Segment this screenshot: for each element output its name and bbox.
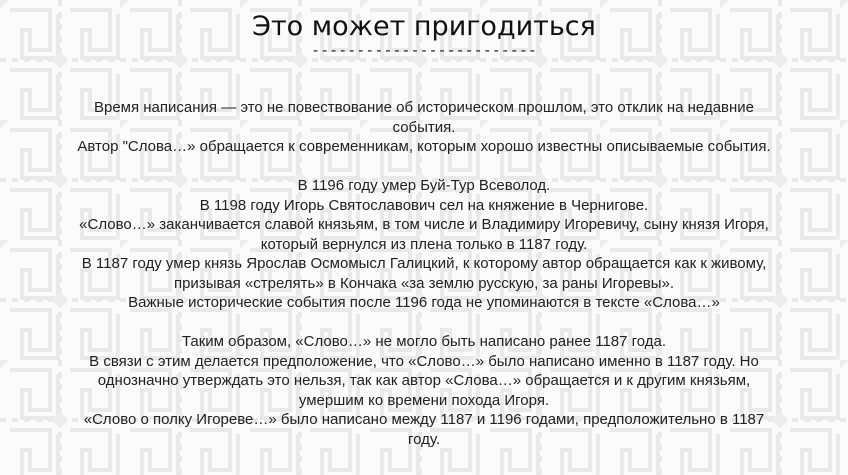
text-line: В 1196 году умер Буй-Тур Всеволод.: [297, 177, 551, 194]
text-line: «Слово о полку Игореве…» было написано между 1187 и 1196 годами, предположительно в 1187: [83, 411, 765, 428]
text-line: который вернулся из плена только в 1187 году.: [260, 235, 588, 253]
paragraph-spacer: [40, 313, 808, 333]
page-title: Это может пригодиться: [252, 11, 596, 42]
text-line: В 1198 году Игорь Святославович сел на княжение в Чернигове.: [199, 196, 649, 214]
text-line: однозначно утверждать это нельзя, так как автор «Слова…» обращается и к другим князьям,: [97, 372, 751, 389]
text-line: Автор "Слова…» обращается к современникам, которым хорошо известны описываемые события.: [77, 138, 771, 155]
title-dashed-underline: -------------------------: [311, 41, 537, 59]
text-line: Важные исторические события после 1196 года не упоминаются в тексте «Слова…»: [128, 294, 720, 311]
paragraph-spacer: [40, 157, 808, 177]
text-line: «Слово…» заканчивается славой князьям, в том числе и Владимиру Игоревичу, сыну князя Игоря,: [79, 216, 769, 233]
text-line: Таким образом, «Слово…» не могло быть написано ранее 1187 года.: [181, 333, 667, 350]
text-line: умершим ко времени похода Игоря.: [298, 391, 550, 409]
text-line: события.: [392, 118, 456, 136]
text-line: В связи с этим делается предположение, что «Слово…» было написано именно в 1187 году. Но: [89, 352, 759, 370]
body-text: [40, 98, 808, 449]
text-line: призывая «стрелять» в Кончака «за землю русскую, за раны Игоревы».: [173, 274, 675, 292]
text-line: В 1187 году умер князь Ярослав Осмомысл Галицкий, к которому автор обращается как к живому,: [81, 255, 767, 272]
text-line: Время написания — это не повествование об историческом прошлом, это отклик на недавние: [93, 99, 755, 116]
text-line: году.: [407, 430, 441, 448]
